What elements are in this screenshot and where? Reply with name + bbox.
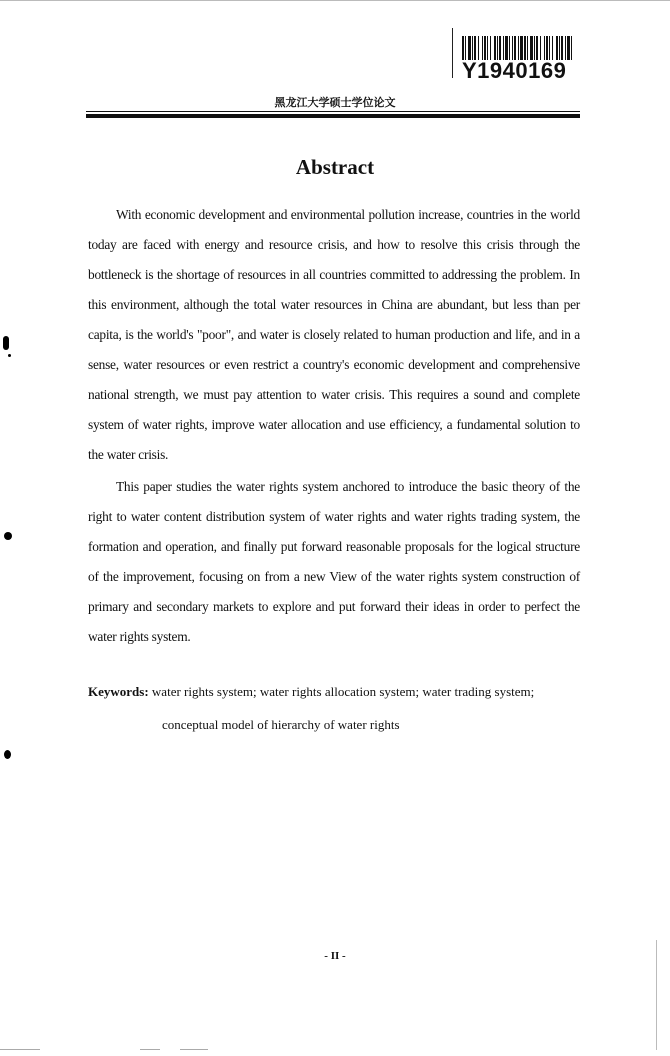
keywords-label: Keywords:: [88, 684, 149, 699]
document-id: Y1940169: [462, 58, 567, 83]
scan-speck: [4, 750, 11, 759]
abstract-paragraph-1: With economic development and environmental pollution increase, countries in the world today are faced with energy and resource crisis, and how to resolve this crisis through the bottleneck is the shortage of resources in all countries committed to addressing the problem. In this environment, although the total water resources in China are abundant, but less than per capita, is the world's "poor", and water is closely related to human production and life, and in a sense, water resources or even restrict a country's economic development and comprehensive national strength, we must pay attention to water crisis. This requires a sound and complete system of water rights, improve water allocation and use efficiency, a fundamental solution to the water crisis.: [88, 207, 580, 462]
scan-edge-line: [656, 940, 657, 1050]
scan-bottom-mark: [140, 1049, 160, 1050]
page-number: - II -: [324, 950, 346, 962]
keywords-list-line-2: conceptual model of hierarchy of water rights: [162, 717, 400, 732]
barcode-frame-line: [452, 28, 453, 78]
scan-speck: [4, 532, 12, 540]
scan-bottom-mark: [180, 1049, 208, 1050]
scan-bottom-mark: [0, 1049, 40, 1050]
scan-top-edge: [0, 0, 670, 1]
keywords-list-line-1: water rights system; water rights allocation system; water trading system;: [151, 684, 535, 699]
keywords-line: [88, 682, 588, 702]
scan-speck: [8, 354, 11, 357]
header-rule-thin: [86, 111, 580, 112]
abstract-paragraph-2: This paper studies the water rights system anchored to introduce the basic theory of the right to water content distribution system of water rights and water rights trading system, the formation and operation, and finally put forward reasonable proposals for the logical structure of the improvement, focusing on from a new View of the water rights system construction of primary and secondary markets to explore and put forward their ideas in order to perfect the water rights system.: [88, 479, 580, 644]
barcode-icon: [462, 36, 574, 60]
running-header-title: 黑龙江大学硕士学位论文: [274, 96, 396, 109]
barcode-label: [452, 28, 576, 84]
abstract-title: Abstract: [295, 155, 375, 179]
header-rule-thick: [86, 114, 580, 118]
scan-speck: [3, 336, 9, 350]
